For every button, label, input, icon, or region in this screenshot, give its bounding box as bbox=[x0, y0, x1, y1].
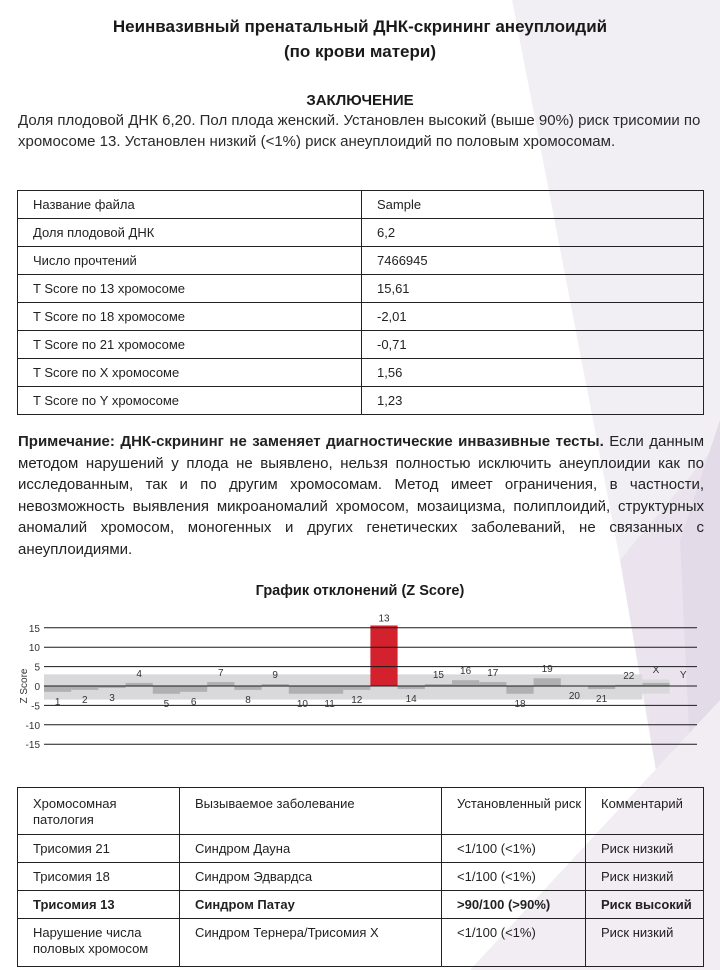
category-label: X bbox=[652, 665, 660, 676]
y-tick-label: 5 bbox=[34, 662, 40, 674]
pathology-cell: Нарушение числа половых хромосом bbox=[18, 919, 180, 967]
pathology-cell: Трисомия 18 bbox=[18, 863, 180, 891]
disease-cell: Синдром Патау bbox=[180, 891, 442, 919]
category-label: 17 bbox=[487, 668, 499, 680]
comment-cell: Риск низкий bbox=[586, 919, 704, 967]
table-row-high-risk bbox=[18, 891, 704, 919]
z-score-chart bbox=[0, 610, 720, 760]
row-value: -0,71 bbox=[362, 331, 704, 359]
conclusion-heading: ЗАКЛЮЧЕНИЕ bbox=[306, 92, 414, 109]
y-tick-label: 15 bbox=[28, 623, 40, 635]
category-label: 2 bbox=[82, 694, 88, 706]
table-row bbox=[18, 331, 704, 359]
category-label: 9 bbox=[272, 670, 278, 682]
category-label: 5 bbox=[163, 698, 170, 710]
title-line-2: (по крови матери) bbox=[283, 42, 437, 61]
row-label: Число прочтений bbox=[18, 247, 362, 275]
category-label: 4 bbox=[136, 668, 142, 680]
row-label: T Score по X хромосоме bbox=[18, 359, 362, 387]
bar-chr-16 bbox=[452, 680, 479, 686]
bar-chr-6 bbox=[180, 686, 207, 692]
normal-range-band-x bbox=[642, 679, 669, 693]
risk-cell: >90/100 (>90%) bbox=[442, 891, 586, 919]
conclusion-text: Доля плодовой ДНК 6,20. Пол плода женский. Установлен высокий (выше 90%) риск трисомии по хромосоме 13. Установлен низкий (<1%) риск анеуплоидий по половым хромосомам. bbox=[18, 112, 701, 150]
category-label: 19 bbox=[541, 664, 553, 676]
category-label: 18 bbox=[514, 698, 526, 710]
header-disease: Вызываемое заболевание bbox=[180, 788, 442, 835]
row-label: T Score по 13 хромосоме bbox=[18, 275, 362, 303]
category-label: 14 bbox=[405, 694, 417, 706]
bar-chr-13 bbox=[370, 625, 397, 686]
disease-cell: Синдром Тернера/Трисомия X bbox=[180, 919, 442, 967]
info-table bbox=[17, 190, 704, 415]
pathology-cell: Трисомия 21 bbox=[18, 835, 180, 863]
row-value: 7466945 bbox=[362, 247, 704, 275]
disclaimer-note bbox=[18, 431, 704, 560]
note-bold-text: ДНК-скрининг не заменяет диагностические инвазивные тесты. bbox=[114, 433, 604, 450]
bar-chr-8 bbox=[234, 686, 261, 690]
y-axis-label: Z Score bbox=[19, 668, 30, 704]
header-pathology: Хромосомная патология bbox=[18, 788, 180, 835]
bar-chr-12 bbox=[343, 686, 370, 690]
table-row bbox=[18, 359, 704, 387]
bar-chr-10 bbox=[289, 686, 316, 694]
chart-title: График отклонений (Z Score) bbox=[255, 583, 465, 599]
table-row bbox=[18, 247, 704, 275]
comment-cell: Риск низкий bbox=[586, 835, 704, 863]
row-value: 1,56 bbox=[362, 359, 704, 387]
disease-cell: Синдром Эдвардса bbox=[180, 863, 442, 891]
table-row bbox=[18, 219, 704, 247]
risk-cell: <1/100 (<1%) bbox=[442, 919, 586, 967]
bar-chr-11 bbox=[316, 686, 343, 694]
row-label: Название файла bbox=[18, 191, 362, 219]
category-label: 3 bbox=[109, 692, 115, 704]
row-value: -2,01 bbox=[362, 303, 704, 331]
comment-cell: Риск низкий bbox=[586, 863, 704, 891]
category-label: 21 bbox=[596, 694, 608, 706]
category-label: 13 bbox=[378, 613, 390, 625]
note-label: Примечание: bbox=[18, 433, 115, 450]
category-label: 15 bbox=[432, 670, 444, 682]
risk-cell: <1/100 (<1%) bbox=[442, 863, 586, 891]
row-label: Доля плодовой ДНК bbox=[18, 219, 362, 247]
y-tick-label: -15 bbox=[25, 740, 40, 752]
category-label: 11 bbox=[324, 698, 335, 710]
category-label: 20 bbox=[568, 691, 580, 702]
bar-chr-19 bbox=[534, 678, 561, 686]
category-label: 10 bbox=[296, 698, 308, 710]
table-header-row bbox=[18, 788, 704, 835]
y-tick-label: -10 bbox=[25, 720, 40, 732]
header-risk: Установленный риск bbox=[442, 788, 586, 835]
bar-chr-2 bbox=[71, 686, 98, 690]
bar-chr-5 bbox=[153, 686, 180, 694]
table-row bbox=[18, 275, 704, 303]
comment-cell: Риск высокий bbox=[586, 891, 704, 919]
bar-chr-18 bbox=[506, 686, 533, 694]
row-value: Sample bbox=[362, 191, 704, 219]
risk-cell: <1/100 (<1%) bbox=[442, 835, 586, 863]
table-row bbox=[18, 303, 704, 331]
disease-cell: Синдром Дауна bbox=[180, 835, 442, 863]
row-value: 15,61 bbox=[362, 275, 704, 303]
category-label: 7 bbox=[218, 668, 224, 680]
category-label: 12 bbox=[351, 694, 363, 706]
bar-chr-7 bbox=[207, 682, 234, 686]
category-label: 22 bbox=[623, 670, 635, 682]
table-row bbox=[18, 835, 704, 863]
pathology-cell: Трисомия 13 bbox=[18, 891, 180, 919]
header-comment: Комментарий bbox=[586, 788, 704, 835]
category-label: 8 bbox=[245, 694, 251, 706]
note-text: Если данным методом нарушений у плода не выявлено, нельзя полностью исключить анеуплоидии как по исследованным, так и по другим хромосомам. Метод имеет ограничения, в частности, невозможность выявления микроаномалий хромосом, мозаицизма, полиплоидий, структурных аномалий хромосом, моногенных и других генетических заболеваний, не связанных с анеуплоидиями. bbox=[18, 433, 705, 558]
risk-table bbox=[17, 787, 704, 967]
table-row bbox=[18, 919, 704, 967]
table-row bbox=[18, 387, 704, 415]
y-tick-label: 10 bbox=[28, 643, 40, 655]
title-line-1: Неинвазивный пренатальный ДНК-скрининг анеуплоидий bbox=[112, 17, 608, 36]
category-label: 6 bbox=[190, 696, 197, 708]
category-label: 1 bbox=[54, 696, 61, 708]
y-tick-label: 0 bbox=[34, 682, 40, 693]
row-value: 6,2 bbox=[362, 219, 704, 247]
table-row bbox=[18, 191, 704, 219]
y-tick-label: -5 bbox=[31, 701, 40, 713]
bar-chr-1 bbox=[44, 686, 71, 692]
category-label: 16 bbox=[460, 666, 472, 678]
row-label: T Score по 21 хромосоме bbox=[18, 331, 362, 359]
row-value: 1,23 bbox=[362, 387, 704, 415]
bar-chr-17 bbox=[479, 682, 506, 686]
table-row bbox=[18, 863, 704, 891]
row-label: T Score по Y хромосоме bbox=[18, 387, 362, 415]
page-title bbox=[0, 14, 720, 64]
row-label: T Score по 18 хромосоме bbox=[18, 303, 362, 331]
category-label: Y bbox=[679, 670, 687, 681]
